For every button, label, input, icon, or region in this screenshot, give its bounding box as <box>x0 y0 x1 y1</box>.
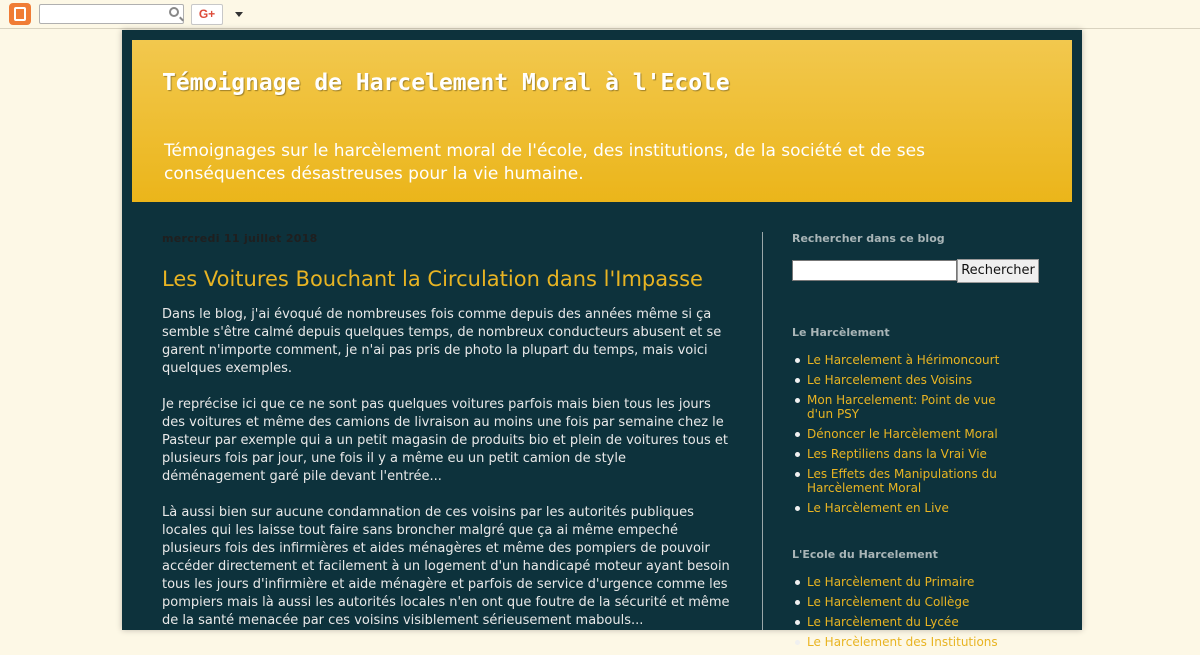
blog-search-input[interactable] <box>792 260 957 281</box>
sidebar-link[interactable]: Les Reptiliens dans la Vrai Vie <box>807 447 1022 461</box>
main-column <box>162 232 732 648</box>
blog-description: Témoignages sur le harcèlement moral de l'école, des institutions, de la société et de ses conséquences désastreuses pour la vie humaine. <box>164 141 925 184</box>
search-icon[interactable] <box>169 7 179 17</box>
sidebar-link[interactable]: Le Harcelement des Voisins <box>807 373 1022 387</box>
ecole-widget-title: L'Ecole du Harcelement <box>792 548 938 561</box>
search-widget-title: Rechercher dans ce blog <box>792 232 945 245</box>
sidebar-link[interactable]: Dénoncer le Harcèlement Moral <box>807 427 1022 441</box>
post-title[interactable]: Les Voitures Bouchant la Circulation dans l'Impasse <box>162 267 703 291</box>
sidebar-link[interactable]: Le Harcèlement des Institutions <box>807 635 1022 649</box>
sidebar-link[interactable]: Le Harcelement à Hérimoncourt <box>807 353 1022 367</box>
more-dropdown-icon[interactable] <box>235 12 243 17</box>
blog-title[interactable]: Témoignage de Harcelement Moral à l'Ecole <box>162 70 730 96</box>
sidebar-link[interactable]: Le Harcèlement en Live <box>807 501 1022 515</box>
sidebar-link[interactable]: Les Effets des Manipulations du Harcèlement Moral <box>807 467 1022 495</box>
post-paragraph: Là aussi bien sur aucune condamnation de ces voisins par les autorités publiques locales qui les laisse tout faire sans broncher malgré que ça ai même empeché plusieurs fois des infirmières et aides ménagères et même des pompiers de pouvoir accéder directement et facilement à un logement d'un handicapé moteur ayant besoin tous les jours d'infirmière et aide ménagère et parfois de service d'urgence comme les pompiers mais là aussi les autorités locales n'en ont que foutre de la sécurité et même de la santé menacée par ces voisins visiblement sérieusement mabouls... <box>162 505 730 628</box>
search-form <box>792 259 1052 283</box>
harcelement-widget-title: Le Harcèlement <box>792 326 890 339</box>
navbar-search-input[interactable] <box>39 4 184 24</box>
sidebar-link[interactable]: Le Harcèlement du Lycée <box>807 615 1022 629</box>
post-body <box>162 306 732 630</box>
blogger-navbar <box>0 0 1200 29</box>
sidebar-link[interactable]: Le Harcèlement du Collège <box>807 595 1022 609</box>
ecole-link-list <box>792 575 1052 649</box>
column-divider <box>762 232 763 630</box>
ecole-widget <box>792 548 1052 649</box>
post-paragraph: Dans le blog, j'ai évoqué de nombreuses fois comme depuis des années même si ça semble s'être calmé depuis quelques temps, de nombreux conducteurs abusent et se garent n'importe comment, je n'ai pas pris de photo la plupart du temps, mais voici quelques exemples. <box>162 307 722 376</box>
sidebar-link[interactable]: Mon Harcelement: Point de vue d'un PSY <box>807 393 1022 421</box>
blog-container <box>122 30 1082 649</box>
search-button[interactable]: Rechercher <box>957 259 1039 283</box>
sidebar <box>792 232 1052 655</box>
blog-header <box>132 40 1072 202</box>
harcelement-widget <box>792 326 1052 515</box>
sidebar-link[interactable]: Le Harcèlement du Primaire <box>807 575 1022 589</box>
blogger-logo-icon[interactable] <box>9 3 31 25</box>
post-date: mercredi 11 juillet 2018 <box>162 232 318 245</box>
harcelement-link-list <box>792 353 1052 515</box>
search-widget <box>792 232 1052 283</box>
post-paragraph: Je reprécise ici que ce ne sont pas quelques voitures parfois mais bien tous les jours des voitures et même des camions de livraison au moins une fois par semaine chez le Pasteur par exemple qui a un petit magasin de produits bio et plein de voitures tous et plusieurs fois par jour, une fois il y a même eu un petit camion de style déménagement garé pile devant l'entrée... <box>162 397 728 484</box>
google-plus-button[interactable]: G+ <box>191 4 223 25</box>
